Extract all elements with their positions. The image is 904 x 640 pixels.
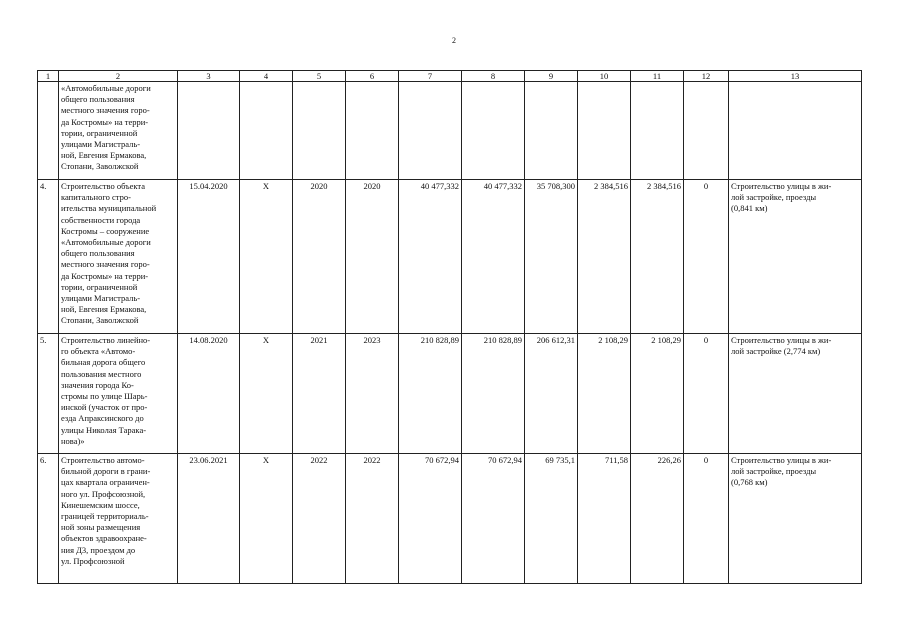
table-row (38, 454, 862, 584)
approval-date: 15.04.2020 (178, 180, 240, 334)
value-col-9: 69 735,1 (525, 454, 578, 584)
value-col-11 (631, 82, 684, 180)
object-description: Строительство улицы в жи- лой застройке, проезды (0,768 км) (729, 454, 862, 584)
col-header: 8 (462, 71, 525, 82)
object-name: Строительство автомо- бильной дороги в грани- цах квартала ограничен- ного ул. Профсоюзной, Кинешемским шоссе, границей территориаль- ной зоны размещения объектов здравоохране- ния Д3, проездом до ул. Профсоюзной (59, 454, 178, 584)
row-number: 5. (38, 334, 59, 454)
start-year (293, 82, 346, 180)
value-col-7: 70 672,94 (399, 454, 462, 584)
value-col-8 (462, 82, 525, 180)
mark-x: X (240, 180, 293, 334)
row-number (38, 82, 59, 180)
value-col-12: 0 (684, 180, 729, 334)
value-col-7 (399, 82, 462, 180)
col-header: 6 (346, 71, 399, 82)
header-row (38, 71, 862, 82)
value-col-8: 40 477,332 (462, 180, 525, 334)
approval-date (178, 82, 240, 180)
object-name: Строительство линейно- го объекта «Автомо- бильная дорога общего пользования местного значения города Ко- стромы по улице Шарь- инской (участок от про- езда Апраксинского до улицы Николая Таракa- нова)» (59, 334, 178, 454)
col-header: 5 (293, 71, 346, 82)
value-col-12: 0 (684, 334, 729, 454)
row-number: 6. (38, 454, 59, 584)
object-name: «Автомобильные дороги общего пользования местного значения горо- да Костромы» на терри- тории, ограниченной улицами Магистраль- ной, Евгения Ермакова, Стопани, Заволжской (59, 82, 178, 180)
start-year: 2021 (293, 334, 346, 454)
value-col-12: 0 (684, 454, 729, 584)
value-col-11: 226,26 (631, 454, 684, 584)
value-col-10 (578, 82, 631, 180)
value-col-12 (684, 82, 729, 180)
value-col-10: 711,58 (578, 454, 631, 584)
approval-date: 23.06.2021 (178, 454, 240, 584)
value-col-8: 70 672,94 (462, 454, 525, 584)
end-year: 2022 (346, 454, 399, 584)
value-col-9: 206 612,31 (525, 334, 578, 454)
col-header: 10 (578, 71, 631, 82)
col-header: 4 (240, 71, 293, 82)
col-header: 7 (399, 71, 462, 82)
investment-table (37, 70, 862, 584)
table-row (38, 82, 862, 180)
col-header: 1 (38, 71, 59, 82)
end-year (346, 82, 399, 180)
col-header: 3 (178, 71, 240, 82)
col-header: 2 (59, 71, 178, 82)
object-description (729, 82, 862, 180)
mark-x: X (240, 454, 293, 584)
value-col-8: 210 828,89 (462, 334, 525, 454)
value-col-11: 2 108,29 (631, 334, 684, 454)
object-description: Строительство улицы в жи- лой застройке, проезды (0,841 км) (729, 180, 862, 334)
value-col-11: 2 384,516 (631, 180, 684, 334)
col-header: 9 (525, 71, 578, 82)
col-header: 12 (684, 71, 729, 82)
end-year: 2023 (346, 334, 399, 454)
table-row (38, 180, 862, 334)
page-number: 2 (452, 36, 456, 45)
object-name: Строительство объекта капитального стро- ительства муниципальной собственности города Костромы – сооружение «Автомобильные дороги общего пользования местного значения горо- да Костромы» на терри- тории, ограниченной улицами Магистраль- ной, Евгения Ермакова, Стопани, Заволжской (59, 180, 178, 334)
value-col-10: 2 108,29 (578, 334, 631, 454)
value-col-10: 2 384,516 (578, 180, 631, 334)
approval-date: 14.08.2020 (178, 334, 240, 454)
col-header: 13 (729, 71, 862, 82)
row-number: 4. (38, 180, 59, 334)
col-header: 11 (631, 71, 684, 82)
start-year: 2020 (293, 180, 346, 334)
value-col-7: 40 477,332 (399, 180, 462, 334)
table-row (38, 334, 862, 454)
start-year: 2022 (293, 454, 346, 584)
value-col-9 (525, 82, 578, 180)
value-col-7: 210 828,89 (399, 334, 462, 454)
value-col-9: 35 708,300 (525, 180, 578, 334)
mark-x: X (240, 334, 293, 454)
object-description: Строительство улицы в жи- лой застройке (2,774 км) (729, 334, 862, 454)
mark-x (240, 82, 293, 180)
end-year: 2020 (346, 180, 399, 334)
